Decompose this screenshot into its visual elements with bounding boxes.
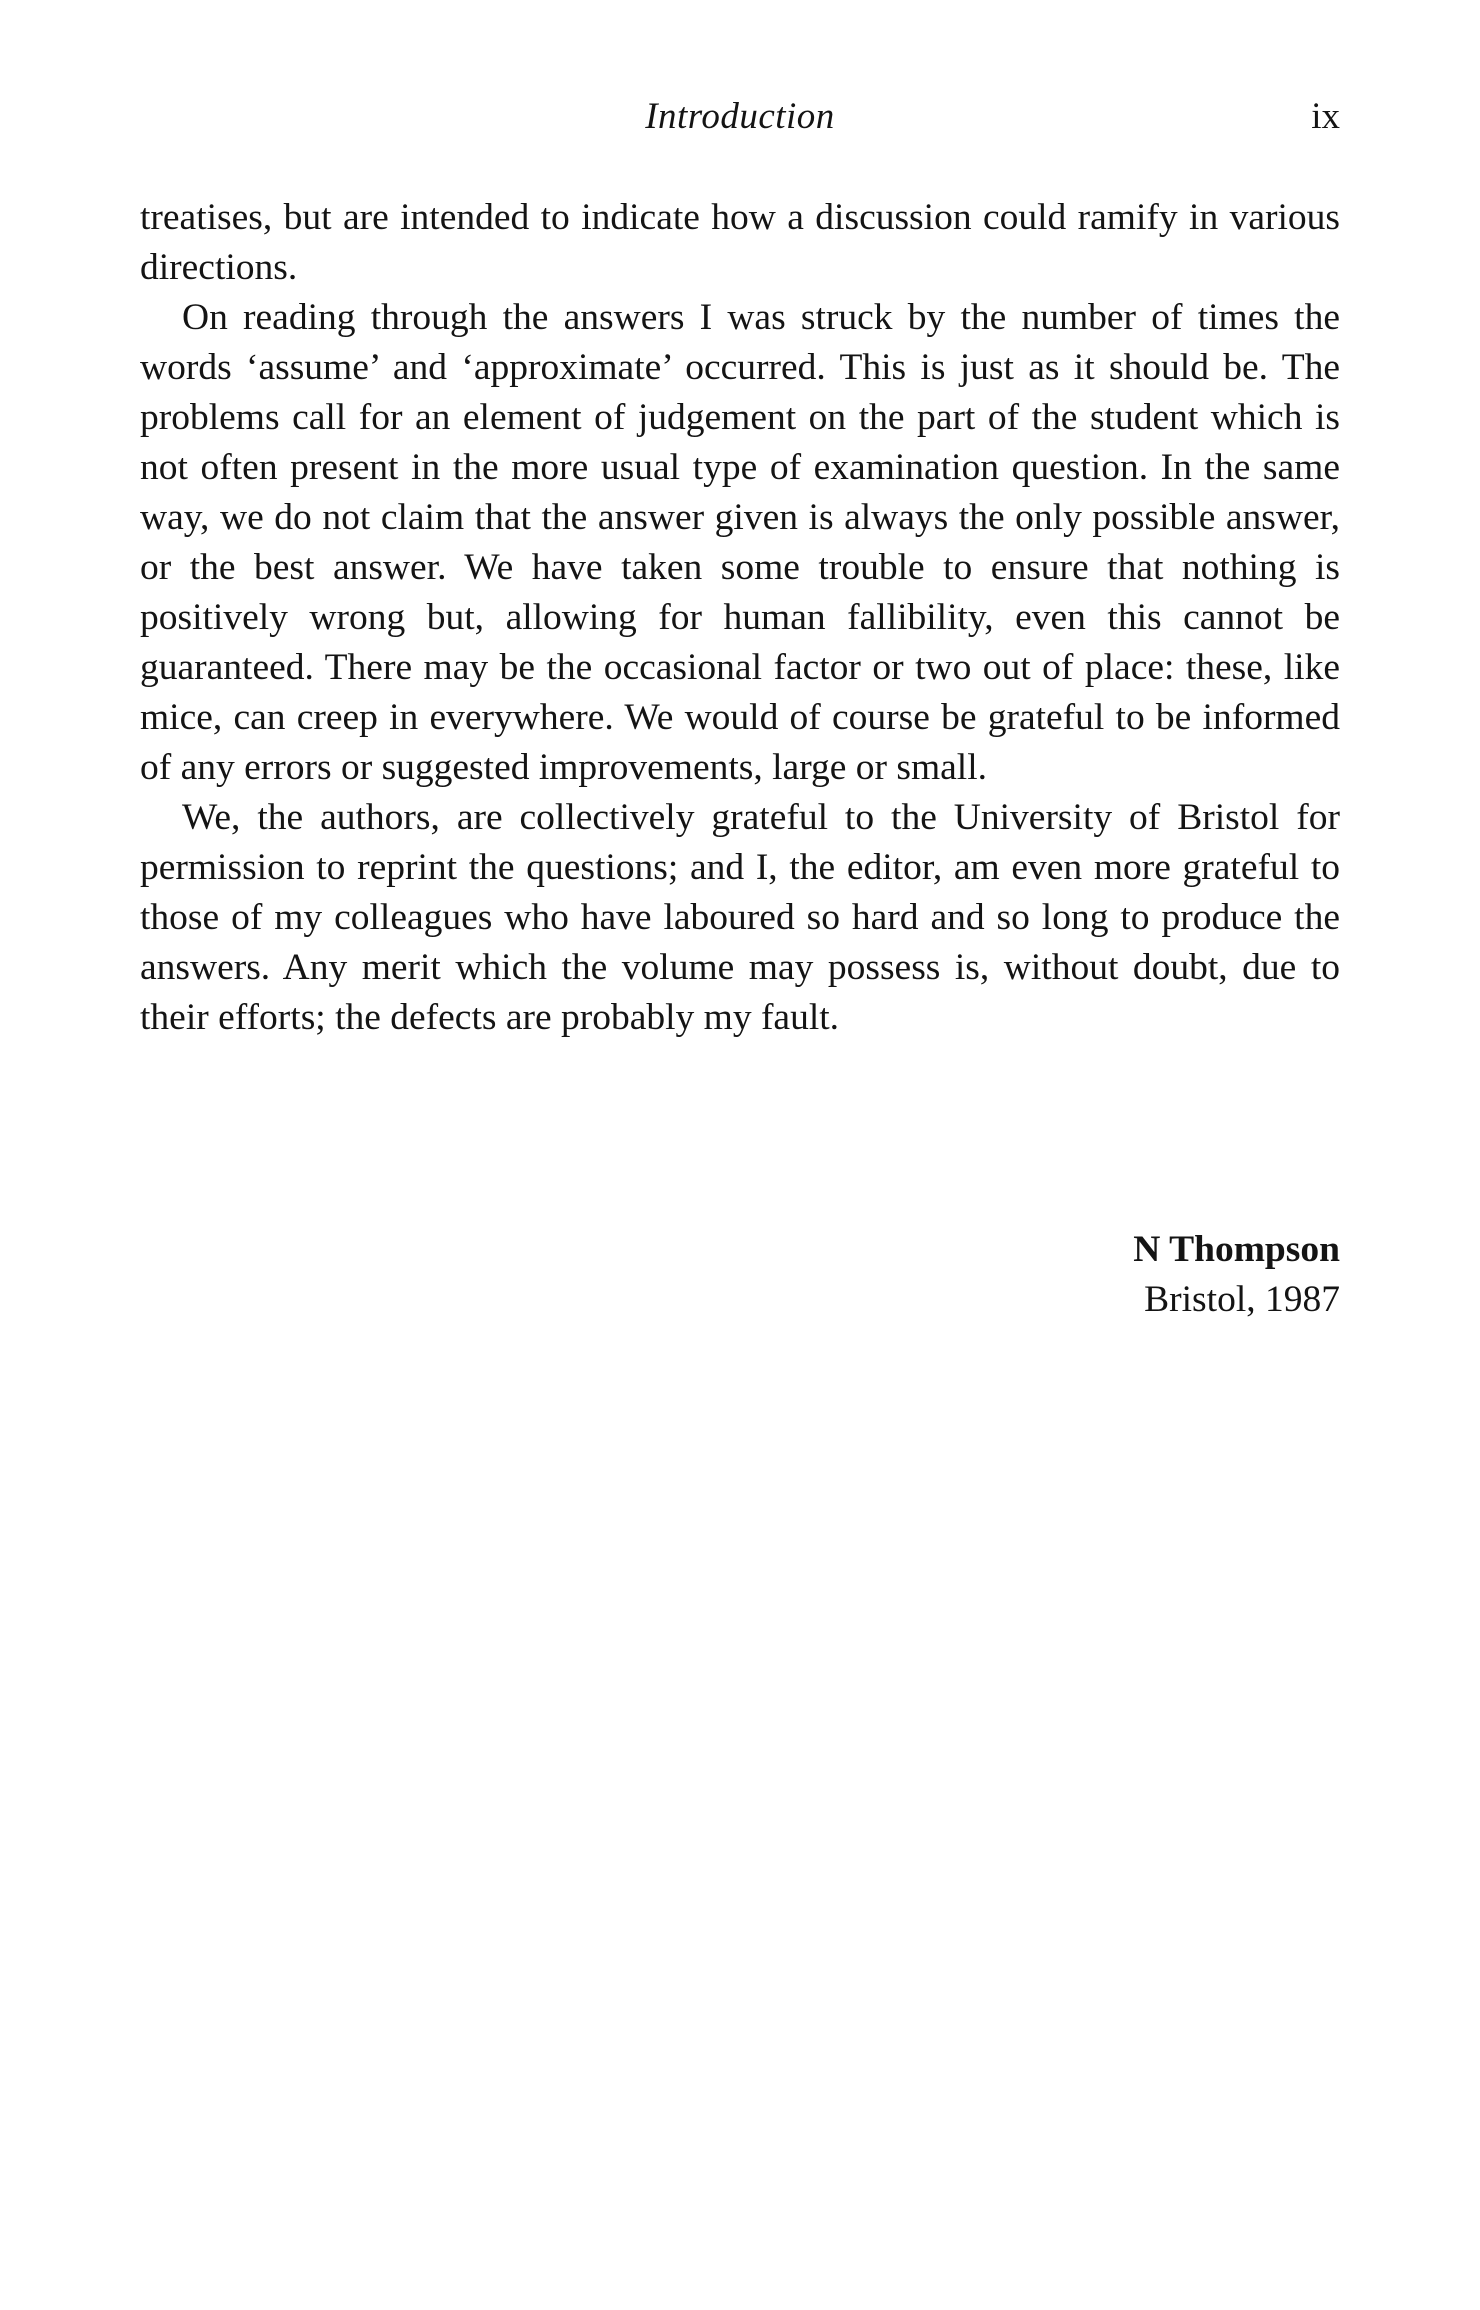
page-number: ix bbox=[1311, 96, 1340, 137]
signature-name: N Thompson bbox=[1133, 1229, 1340, 1270]
paragraph-acknowledgements: We, the authors, are collectively grateful to the University of Bristol for permission to reprint the questions; and I, the editor, am even more grateful to those of my colleagues who have laboured so hard and so long to produce the answers. Any merit which the volume may possess is, without doubt, due to their efforts; the defects are probably my fault. bbox=[140, 797, 1340, 1038]
body-text bbox=[140, 193, 1340, 1043]
paragraph-answers: On reading through the answers I was struck by the number of times the words ‘assume’ and ‘approximate’ occurred. This is just as it should be. The problems call for an element of judgement on the part of the student which is not often present in the more usual type of examination question. In the same way, we do not claim that the answer given is always the only possible answer, or the best answer. We have taken some trouble to ensure that nothing is positively wrong but, allowing for human fallibility, even this cannot be guaranteed. There may be the occasional factor or two out of place: these, like mice, can creep in everywhere. We would of course be grateful to be informed of any errors or suggested improvements, large or small. bbox=[140, 297, 1340, 788]
paragraph-continued: treatises, but are intended to indicate how a discussion could ramify in various directions. bbox=[140, 197, 1340, 288]
signature-place-date: Bristol, 1987 bbox=[1144, 1279, 1340, 1320]
running-head bbox=[140, 92, 1340, 142]
running-title: Introduction bbox=[645, 96, 835, 137]
signature-block bbox=[1133, 1225, 1340, 1325]
